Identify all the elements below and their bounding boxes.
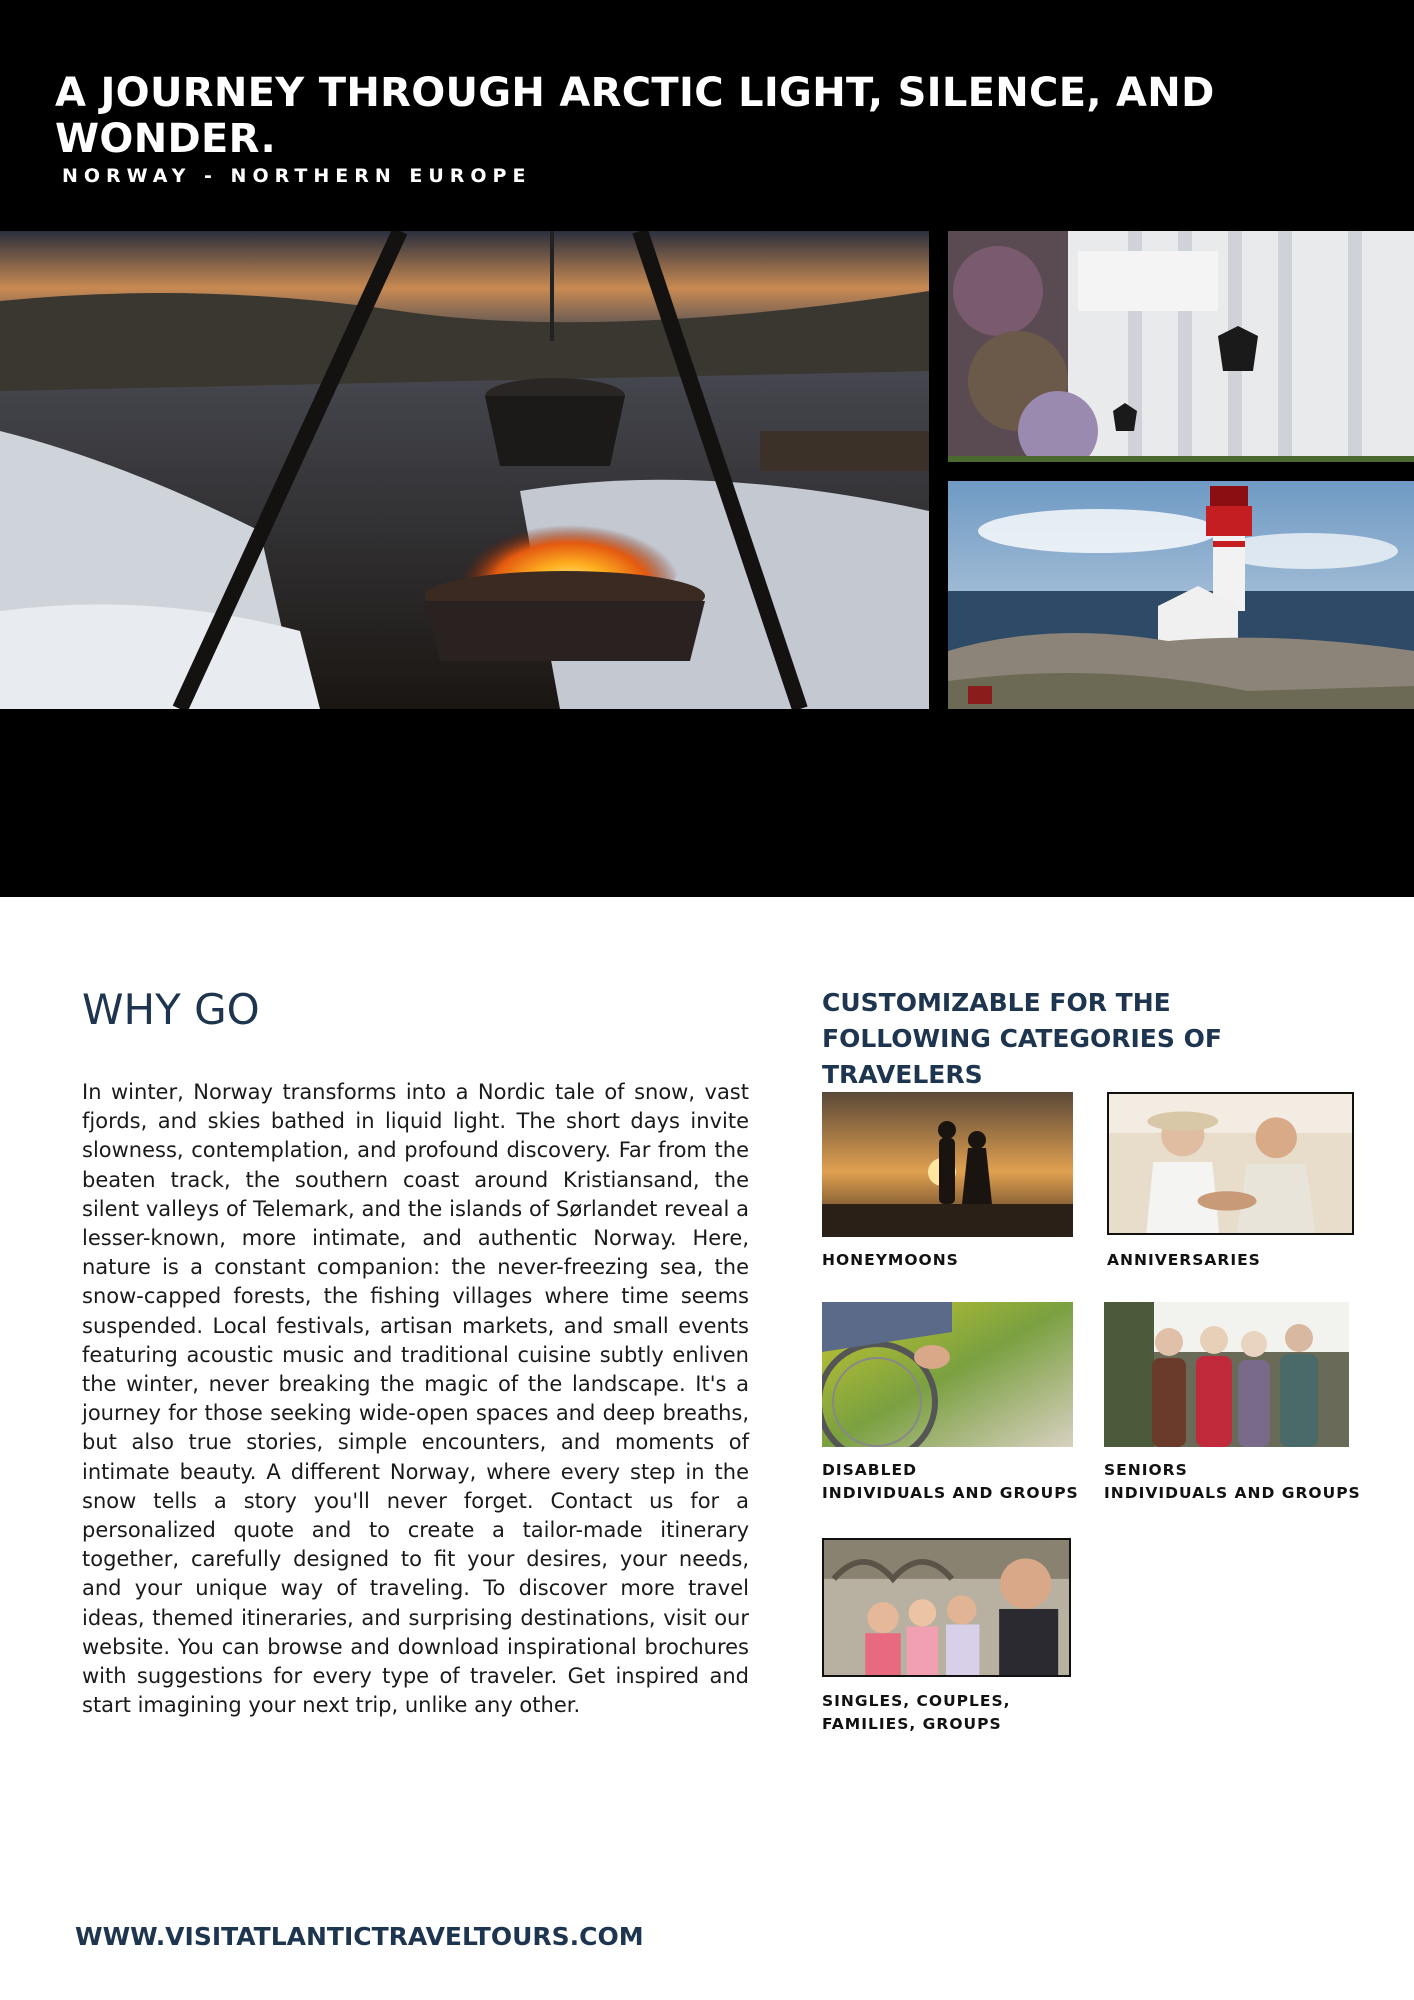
disabled-label: DISABLED INDIVIDUALS AND GROUPS [822,1461,1079,1502]
families-photo [822,1538,1071,1677]
why-go-body: In winter, Norway transforms into a Nordic tale of snow, vast fjords, and skies bathed in liquid light. The short days invite slowness, contemplation, and profound discovery. Far from the beaten track, the southern coast around Kristiansand, the silent valleys of Telemark, and the islands of Sørlandet reveal a lesser-known, more intimate, and authentic Norway. Here, nature is a constant companion: the never-freezing sea, the snow-capped forests, the fishing villages where time seems suspended. Local festivals, artisan markets, and small events featuring acoustic music and traditional cuisine subtly enliven the winter, never breaking the magic of the landscape. It's a journey for those seeking wide-open spaces and deep breaths, but also true stories, simple encounters, and moments of intimate beauty. A different Norway, where every step in the snow tells a story you'll never forget. Contact us for a personalized quote and to create a tailor-made itinerary together, carefully designed to fit your desires, your needs, and your unique way of traveling. To discover more travel ideas, themed itineraries, and surprising destinations, visit our website. You can browse and download inspirational brochures with suggestions for every type of traveler. Get inspired and start imagining your next trip, unlike any other. [82,1080,749,1718]
seniors-label: SENIORS INDIVIDUALS AND GROUPS [1104,1461,1361,1502]
seniors-photo [1104,1302,1349,1447]
honeymoons-photo [822,1092,1073,1237]
honeymoons-label: HONEYMOONS [822,1251,959,1269]
categories-heading: CUSTOMIZABLE FOR THE FOLLOWING CATEGORIES OF TRAVELERS [822,988,1222,1089]
website-link[interactable]: WWW.VISITATLANTICTRAVELTOURS.COM [75,1922,644,1951]
why-go-heading: WHY GO [82,985,260,1034]
hero-subtitle: NORWAY - NORTHERN EUROPE [62,165,532,187]
families-label: SINGLES, COUPLES, FAMILIES, GROUPS [822,1692,1011,1733]
white-houses-photo [948,231,1414,462]
hero-title: A JOURNEY THROUGH ARCTIC LIGHT, SILENCE, AND WONDER. [55,70,1215,162]
lighthouse-photo [948,481,1414,709]
campfire-photo [0,231,929,709]
hero-banner [0,0,1414,897]
disabled-photo [822,1302,1073,1447]
anniversaries-label: ANNIVERSARIES [1107,1251,1261,1269]
anniversaries-photo [1107,1092,1354,1235]
